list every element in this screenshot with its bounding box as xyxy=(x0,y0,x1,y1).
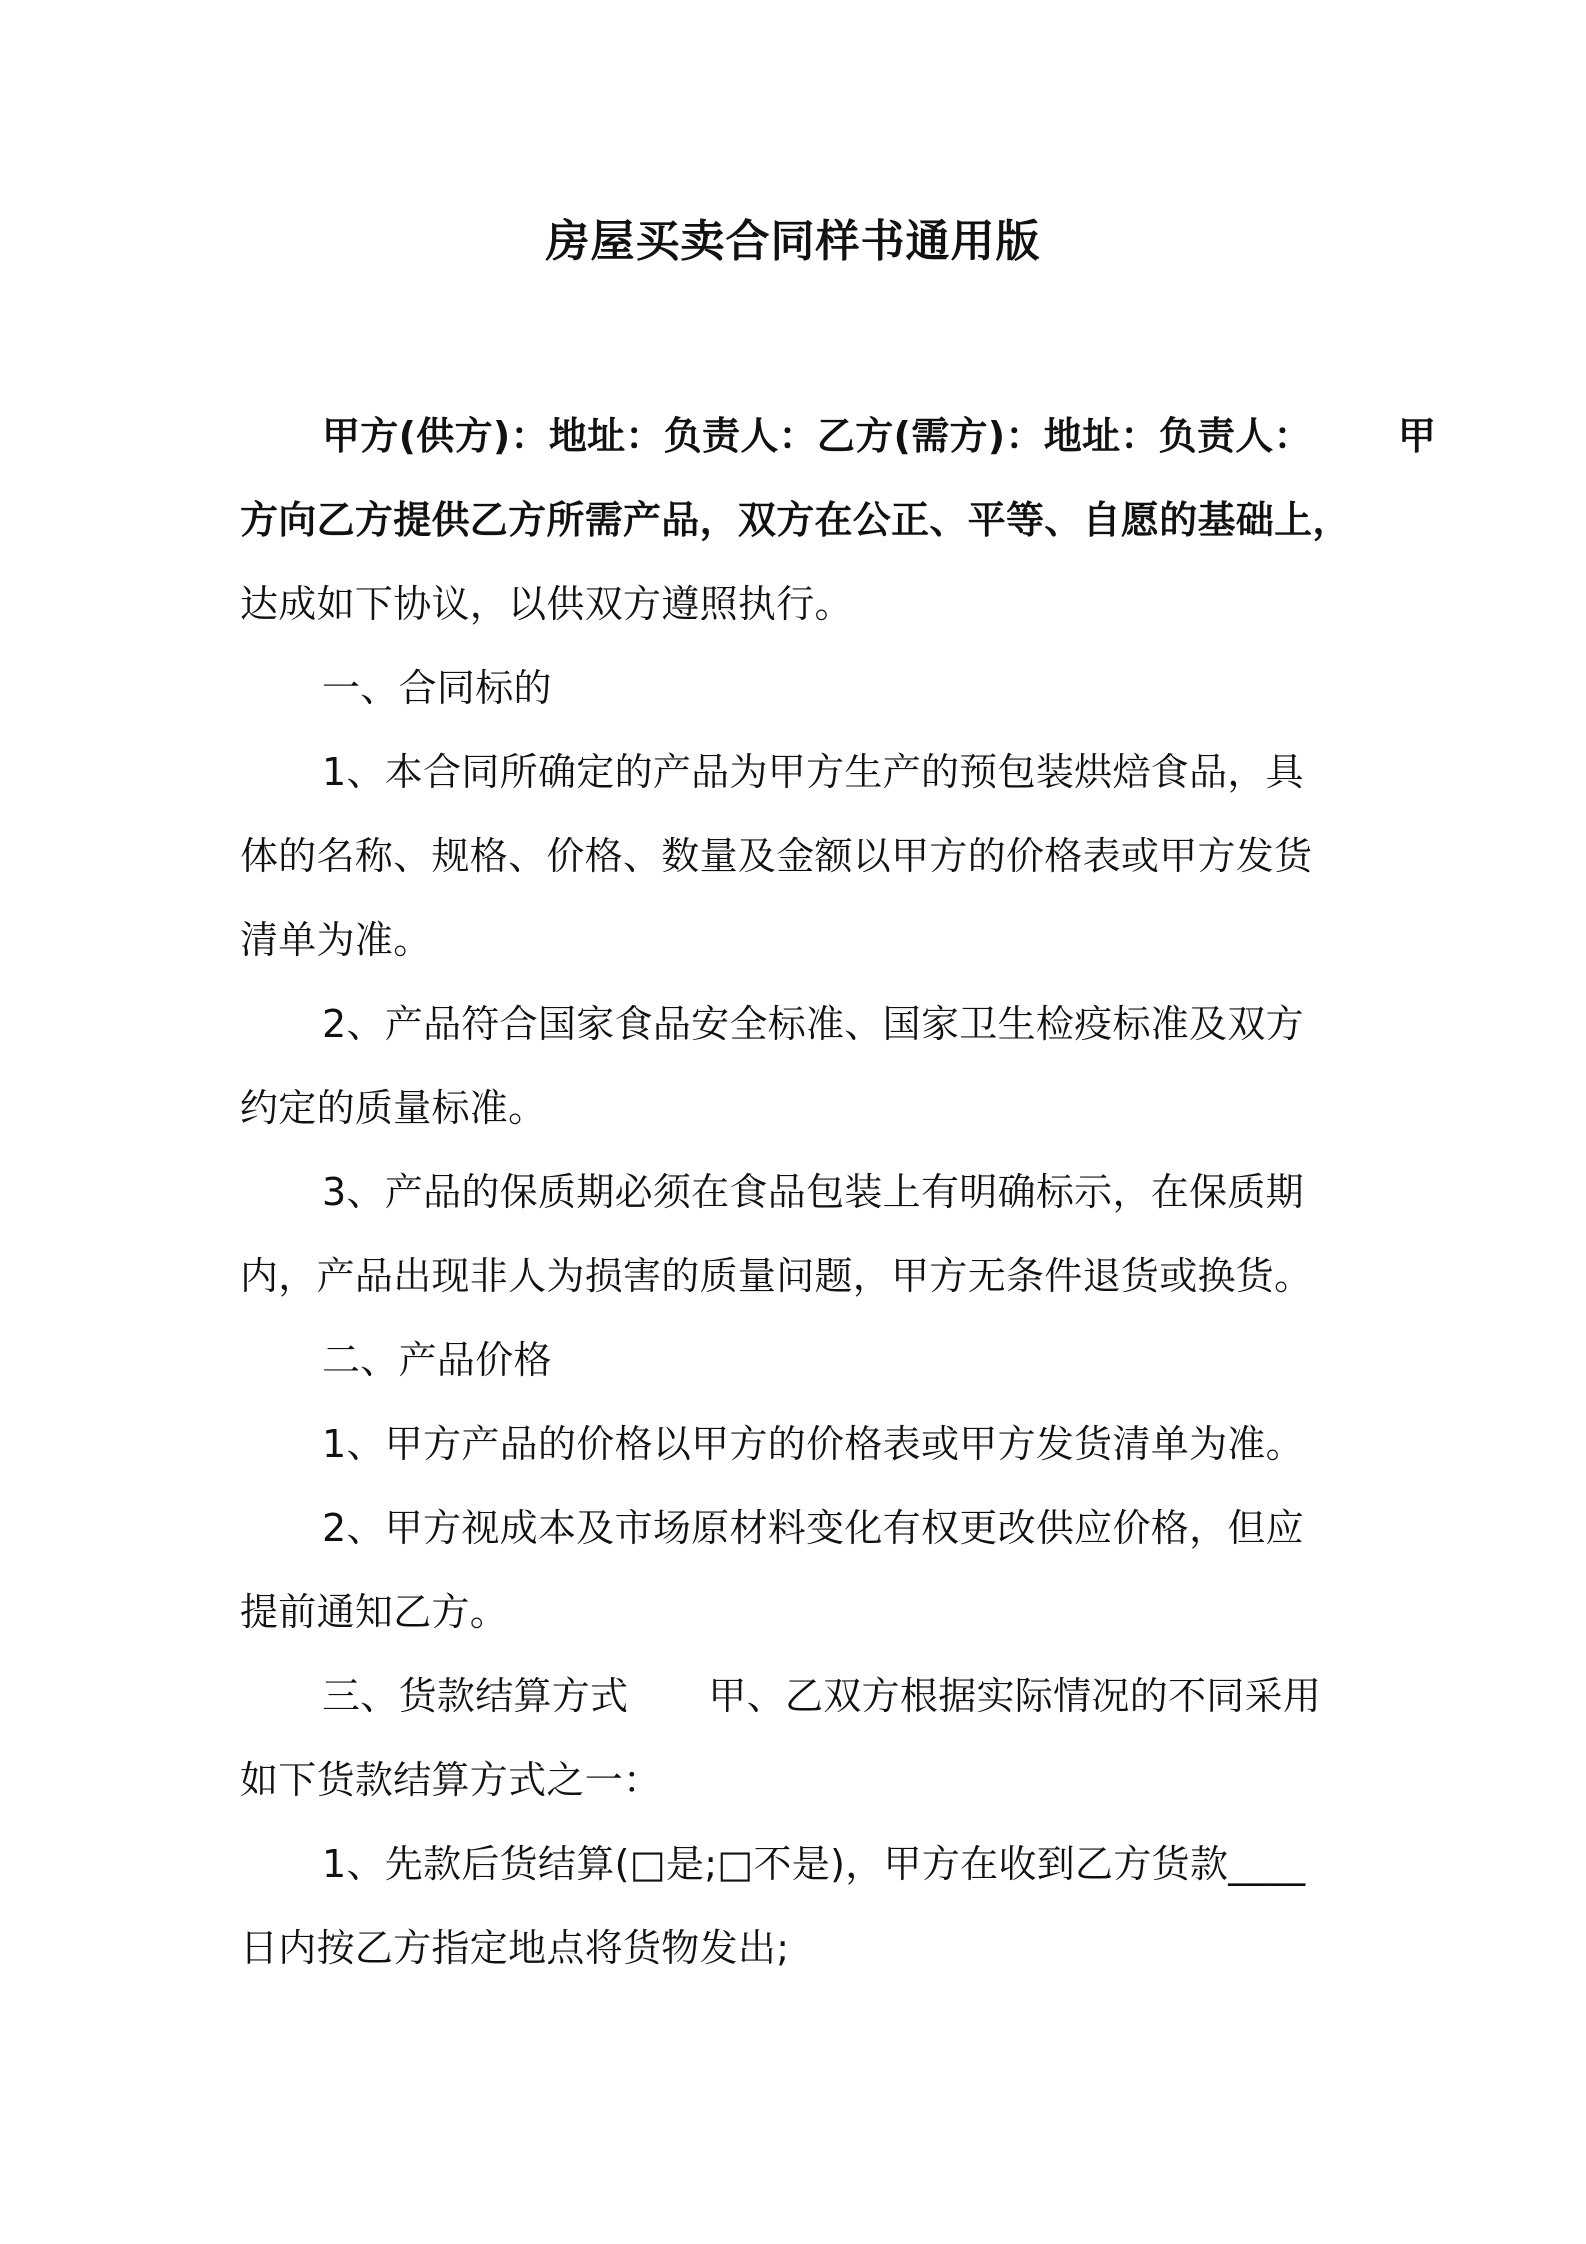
clause-line: 1、先款后货结算(□是;□不是)，甲方在收到乙方货款____ xyxy=(322,1842,1306,1886)
paragraph-line: 方向乙方提供乙方所需产品，双方在公正、平等、自愿的基础上， xyxy=(240,498,1351,542)
clause-line: 2、产品符合国家食品安全标准、国家卫生检疫标准及双方 xyxy=(322,1002,1304,1046)
section-heading: 二、产品价格 xyxy=(322,1338,552,1382)
clause-line: 如下货款结算方式之一： xyxy=(240,1758,662,1802)
party-info-tail: 甲 xyxy=(1397,414,1437,458)
clause-line: 3、产品的保质期必须在食品包装上有明确标示，在保质期 xyxy=(322,1170,1304,1214)
clause-line: 提前通知乙方。 xyxy=(240,1590,509,1634)
clause-line: 1、本合同所确定的产品为甲方生产的预包装烘焙食品，具 xyxy=(322,750,1304,794)
party-info-text: 甲方(供方)：地址：负责人：乙方(需方)：地址：负责人： xyxy=(322,414,1312,458)
clause-line: 约定的质量标准。 xyxy=(240,1086,547,1130)
clause-line: 2、甲方视成本及市场原材料变化有权更改供应价格，但应 xyxy=(322,1506,1304,1550)
clause-line: 内，产品出现非人为损害的质量问题，甲方无条件退货或换货。 xyxy=(240,1254,1313,1298)
paragraph-line: 达成如下协议，以供双方遵照执行。 xyxy=(240,582,853,626)
section-heading: 三、货款结算方式 xyxy=(322,1674,629,1718)
clause-line: 清单为准。 xyxy=(240,918,432,962)
section-heading: 一、合同标的 xyxy=(322,666,552,710)
clause-text: 甲、乙双方根据实际情况的不同采用 xyxy=(708,1674,1322,1718)
clause-line: 日内按乙方指定地点将货物发出; xyxy=(240,1926,790,1970)
clause-line: 体的名称、规格、价格、数量及金额以甲方的价格表或甲方发货 xyxy=(240,834,1313,878)
clause-line: 1、甲方产品的价格以甲方的价格表或甲方发货清单为准。 xyxy=(322,1422,1304,1466)
section-heading-line xyxy=(322,1670,1321,1722)
document-title: 房屋买卖合同样书通用版 xyxy=(545,216,1041,267)
party-info-line xyxy=(322,410,1436,462)
